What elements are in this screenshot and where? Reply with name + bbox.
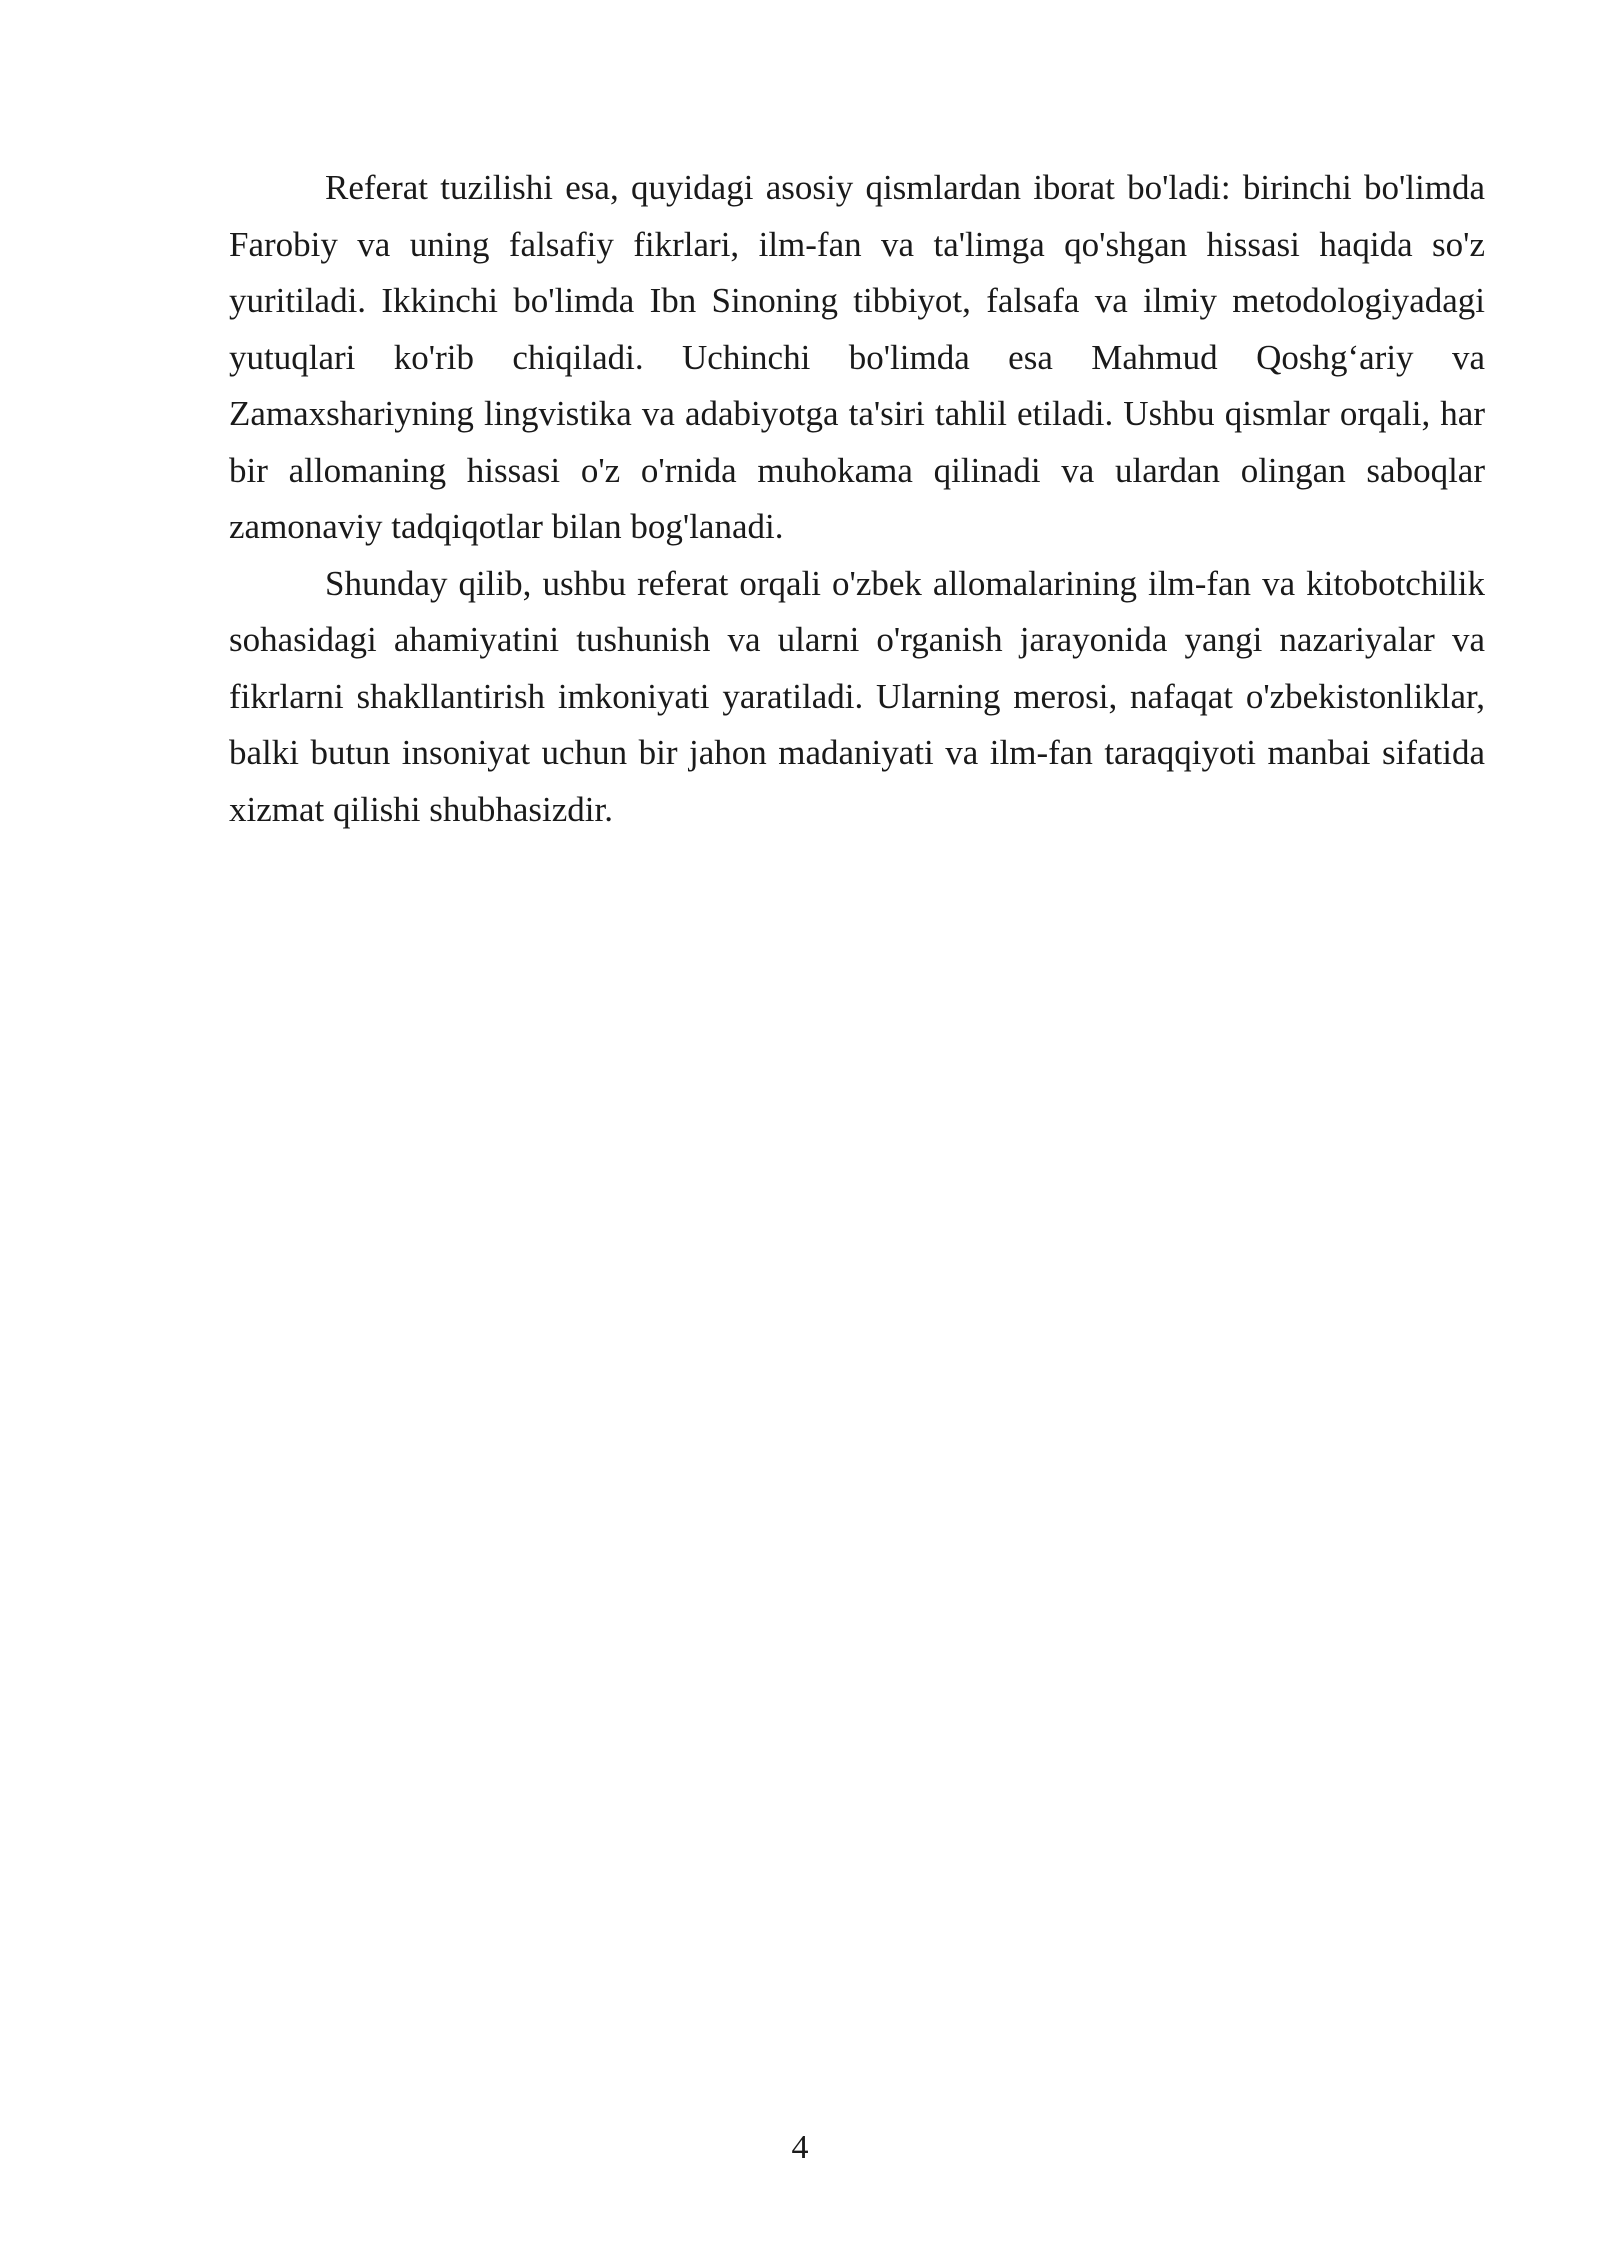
page-number: 4 xyxy=(791,2129,809,2166)
paragraph-conclusion: Shunday qilib, ushbu referat orqali o'zbek allomalarining ilm-fan va kitobotchilik sohasidagi ahamiyatini tushunish va ularni o'rganish jarayonida yangi nazariyalar va fikrlarni shakllantirish imkoniyati yaratiladi. Ularning merosi, nafaqat o'zbekistonliklar, balki butun insoniyat uchun bir jahon madaniyati va ilm-fan taraqqiyoti manbai sifatida xizmat qilishi shubhasizdir. xyxy=(229,563,1485,829)
paragraph-structure: Referat tuzilishi esa, quyidagi asosiy qismlardan iborat bo'ladi: birinchi bo'limda Farobiy va uning falsafiy fikrlari, ilm-fan va ta'limga qo'shgan hissasi haqida so'z yuritiladi. Ikkinchi bo'limda Ibn Sinoning tibbiyot, falsafa va ilmiy metodologiyadagi yutuqlari ko'rib chiqiladi. Uchinchi bo'limda esa Mahmud Qoshg‘ariy va Zamaxshariyning lingvistika va adabiyotga ta'siri tahlil etiladi. Ushbu qismlar orqali, har bir allomaning hissasi o'z o'rnida muhokama qilinadi va ulardan olingan saboqlar zamonaviy tadqiqotlar bilan bog'lanadi. xyxy=(229,168,1485,546)
body-text xyxy=(229,160,1485,838)
